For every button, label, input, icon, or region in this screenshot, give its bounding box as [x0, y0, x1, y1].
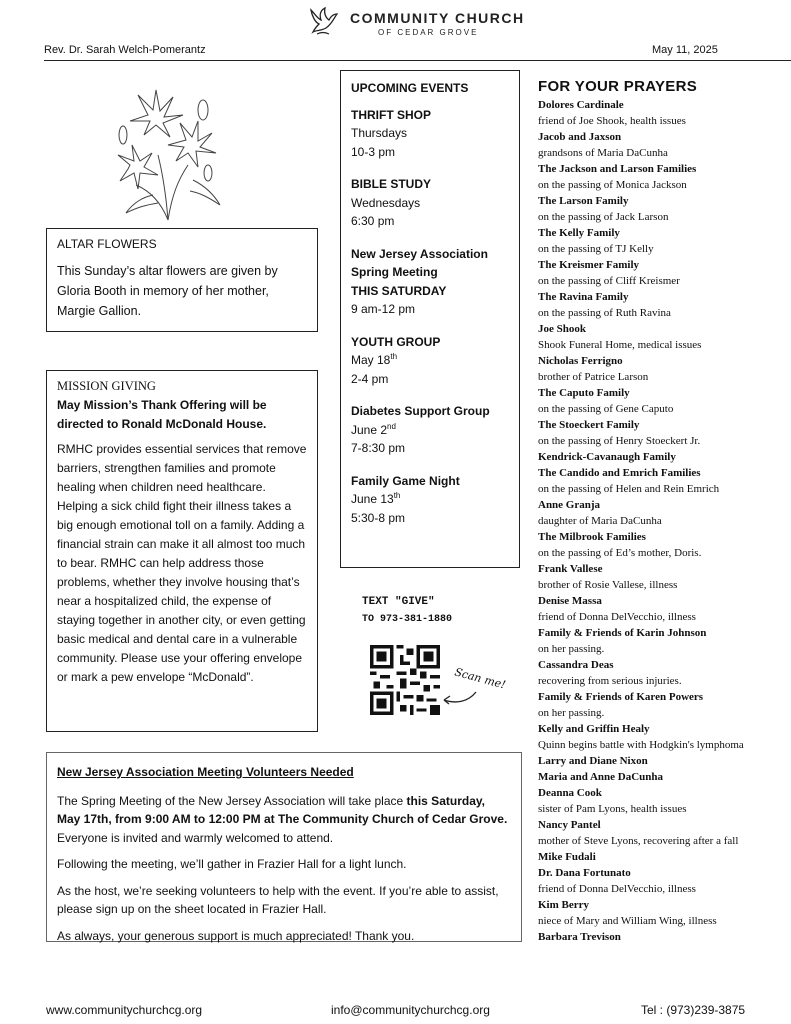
altar-flowers-text: This Sunday’s altar flowers are given by Gloria Booth in memory of her mother, Margie Gallion. [57, 264, 278, 318]
prayer-description: sister of Pam Lyons, health issues [538, 803, 687, 815]
prayer-description: friend of Donna DelVecchio, illness [538, 883, 696, 895]
prayer-name: The Kreismer Family [538, 259, 640, 271]
prayer-name: Kendrick-Cavanaugh Family [538, 451, 676, 463]
prayer-name: Cassandra Deas [538, 659, 614, 671]
prayer-item [538, 593, 788, 625]
prayer-description: mother of Steve Lyons, recovering after a fall [538, 835, 739, 847]
footer-email[interactable]: info@communitychurchcg.org [331, 1003, 490, 1017]
event-time: 5:30-8 pm [351, 510, 406, 525]
prayer-description: on the passing of Monica Jackson [538, 179, 687, 191]
prayer-description: daughter of Maria DaCunha [538, 515, 662, 527]
prayer-name: Kim Berry [538, 899, 590, 911]
lily-flowers-illustration [108, 85, 228, 225]
event-youth-group [351, 333, 509, 389]
prayer-item [538, 161, 788, 193]
prayer-name: Frank Vallese [538, 563, 603, 575]
prayer-item [538, 865, 788, 897]
event-name: Diabetes Support Group [351, 404, 490, 418]
prayer-name: The Larson Family [538, 195, 629, 207]
mission-paragraph-1: RMHC provides essential services that remove barriers, strengthen families and promote healing when children need healthcare. [57, 442, 307, 494]
qr-code-icon[interactable] [370, 645, 440, 715]
prayer-item [538, 321, 788, 353]
event-nja-spring-meeting [351, 245, 509, 319]
prayer-description: Shook Funeral Home, medical issues [538, 339, 702, 351]
prayer-name: Jacob and Jaxson [538, 131, 622, 143]
prayer-description: on the passing of Helen and Rein Emrich [538, 483, 720, 495]
prayer-name: Nancy Pantel [538, 819, 601, 831]
mission-paragraph-2: Helping a sick child fight their illness takes a big enough emotional toll on a family. Adding a financial strain can make it all almost too much to bear. RMHC can help address those problems, whether they involve housing that’s near a hospitalized child, the expense of staying together in another city, or even getting basic medical and dental care in a vulnerable community. Please use your offering envelope or mark a pew envelope “McDonald”. [57, 499, 306, 684]
prayer-name: Family & Friends of Karin Johnson [538, 627, 707, 639]
prayer-name: Dr. Dana Fortunato [538, 867, 631, 879]
prayer-description: Quinn begins battle with Hodgkin's lymphoma [538, 739, 744, 751]
prayer-item [538, 289, 788, 321]
event-date: June 13th [351, 491, 401, 506]
prayer-description: niece of Mary and William Wing, illness [538, 915, 717, 927]
prayer-name: The Stoeckert Family [538, 419, 640, 431]
prayer-name: Denise Massa [538, 595, 602, 607]
volunteers-paragraph-3: As the host, we’re seeking volunteers to help with the event. If you’re able to assist, please sign up on the sheet located in Frazier Hall. [57, 883, 499, 916]
volunteers-heading: New Jersey Association Meeting Volunteers Needed [57, 765, 354, 779]
prayer-name: The Jackson and Larson Families [538, 163, 697, 175]
prayer-name: Anne Granja [538, 499, 601, 511]
prayer-item [538, 497, 788, 529]
prayer-item [538, 753, 788, 769]
event-name: YOUTH GROUP [351, 334, 441, 349]
prayer-name: Kelly and Griffin Healy [538, 723, 650, 735]
prayers-list [538, 78, 788, 945]
church-name: COMMUNITY CHURCH [350, 10, 525, 26]
event-diabetes-support [351, 402, 509, 458]
prayer-item [538, 193, 788, 225]
text-give-label: TEXT "GIVE" [362, 596, 435, 608]
church-subtitle: OF CEDAR GROVE [378, 28, 479, 37]
prayer-item [538, 849, 788, 865]
event-time: 7-8:30 pm [351, 441, 406, 455]
upcoming-events-title: UPCOMING EVENTS [351, 81, 469, 95]
prayer-item [538, 417, 788, 449]
prayer-description: brother of Rosie Vallese, illness [538, 579, 678, 591]
prayer-item [538, 929, 788, 945]
prayer-item [538, 449, 788, 465]
prayer-description: brother of Patrice Larson [538, 371, 649, 383]
volunteers-paragraph-1: The Spring Meeting of the New Jersey Association will take place this Saturday, May 17th, from 9:00 AM to 12:00 PM at The Community Church of Cedar Grove. Everyone is invited and warmly welcomed to attend. [57, 793, 508, 845]
prayer-name: Deanna Cook [538, 787, 602, 799]
event-name: THRIFT SHOP [351, 107, 431, 122]
header-divider [44, 60, 791, 61]
prayer-name: Family & Friends of Karen Powers [538, 691, 704, 703]
event-date: June 2nd [351, 421, 396, 437]
event-time: 2-4 pm [351, 371, 389, 386]
prayer-item [538, 353, 788, 385]
prayer-description: on the passing of Henry Stoeckert Jr. [538, 435, 701, 447]
prayer-name: Mike Fudali [538, 851, 596, 863]
prayer-item [538, 465, 788, 497]
volunteers-box [46, 752, 522, 942]
altar-flowers-box [46, 228, 318, 332]
event-thrift-shop [351, 106, 509, 162]
prayer-item [538, 257, 788, 289]
prayer-name: The Caputo Family [538, 387, 630, 399]
prayer-name: The Kelly Family [538, 227, 620, 239]
event-name-line3: THIS SATURDAY [351, 283, 447, 298]
arrow-left-icon [440, 688, 480, 708]
prayer-description: friend of Joe Shook, health issues [538, 115, 686, 127]
event-time: 9 am-12 pm [351, 302, 416, 316]
altar-flowers-heading: ALTAR FLOWERS [57, 237, 157, 251]
dove-logo-icon [307, 4, 339, 36]
prayer-description: on the passing of TJ Kelly [538, 243, 654, 255]
prayer-description: on the passing of Gene Caputo [538, 403, 674, 415]
event-day: Thursdays [351, 126, 408, 140]
prayer-item [538, 689, 788, 721]
pastor-name: Rev. Dr. Sarah Welch-Pomerantz [44, 44, 206, 56]
prayers-title: FOR YOUR PRAYERS [538, 78, 698, 95]
event-time: 10-3 pm [351, 144, 396, 159]
mission-giving-box [46, 370, 318, 732]
prayer-name: Dolores Cardinale [538, 99, 624, 111]
prayer-description: on the passing of Jack Larson [538, 211, 669, 223]
event-name: Family Game Night [351, 473, 460, 488]
prayer-item [538, 785, 788, 817]
prayer-description: on the passing of Cliff Kreismer [538, 275, 680, 287]
prayer-name: Maria and Anne DaCunha [538, 771, 664, 783]
scan-me-label: Scan me! [453, 665, 507, 692]
event-day: Wednesdays [351, 195, 421, 210]
prayer-description: recovering from serious injuries. [538, 675, 682, 687]
prayer-item [538, 561, 788, 593]
prayer-item [538, 897, 788, 929]
prayer-description: grandsons of Maria DaCunha [538, 147, 668, 159]
prayer-item [538, 657, 788, 689]
prayer-description: friend of Donna DelVecchio, illness [538, 611, 696, 623]
prayer-name: The Ravina Family [538, 291, 629, 303]
prayer-item [538, 769, 788, 785]
bulletin-date: May 11, 2025 [652, 44, 718, 56]
prayer-name: The Milbrook Families [538, 531, 646, 543]
prayer-item [538, 129, 788, 161]
upcoming-events-box [340, 70, 520, 568]
prayer-item [538, 817, 788, 849]
event-name-line2: Spring Meeting [351, 265, 438, 279]
prayer-name: Larry and Diane Nixon [538, 755, 648, 767]
prayer-name: Nicholas Ferrigno [538, 355, 623, 367]
prayer-name: The Candido and Emrich Families [538, 467, 701, 479]
event-time: 6:30 pm [351, 214, 395, 228]
prayer-item [538, 625, 788, 657]
prayer-item [538, 97, 788, 129]
event-family-game-night [351, 472, 509, 528]
event-name: BIBLE STUDY [351, 177, 432, 191]
event-name: New Jersey Association [351, 246, 488, 261]
volunteers-paragraph-2: Following the meeting, we’ll gather in Frazier Hall for a light lunch. [57, 857, 407, 871]
prayer-description: on the passing of Ruth Ravina [538, 307, 671, 319]
footer-website[interactable]: www.communitychurchcg.org [46, 1003, 203, 1017]
prayer-description: on her passing. [538, 643, 605, 655]
event-bible-study [351, 175, 509, 231]
prayer-name: Joe Shook [538, 323, 586, 335]
prayer-item [538, 529, 788, 561]
mission-giving-subheading: May Mission’s Thank Offering will be directed to Ronald McDonald House. [57, 398, 267, 431]
mission-giving-heading: MISSION GIVING [57, 379, 156, 393]
text-give-number: TO 973-381-1880 [362, 614, 453, 625]
footer-phone: Tel : (973)239-3875 [641, 1003, 746, 1017]
event-date: May 18th [351, 352, 398, 367]
prayer-item [538, 225, 788, 257]
prayer-item [538, 385, 788, 417]
volunteers-paragraph-4: As always, your generous support is much appreciated! Thank you. [57, 928, 415, 943]
prayer-name: Barbara Trevison [538, 931, 621, 943]
prayer-description: on the passing of Ed’s mother, Doris. [538, 547, 702, 559]
prayer-description: on her passing. [538, 707, 605, 719]
prayer-item [538, 721, 788, 753]
